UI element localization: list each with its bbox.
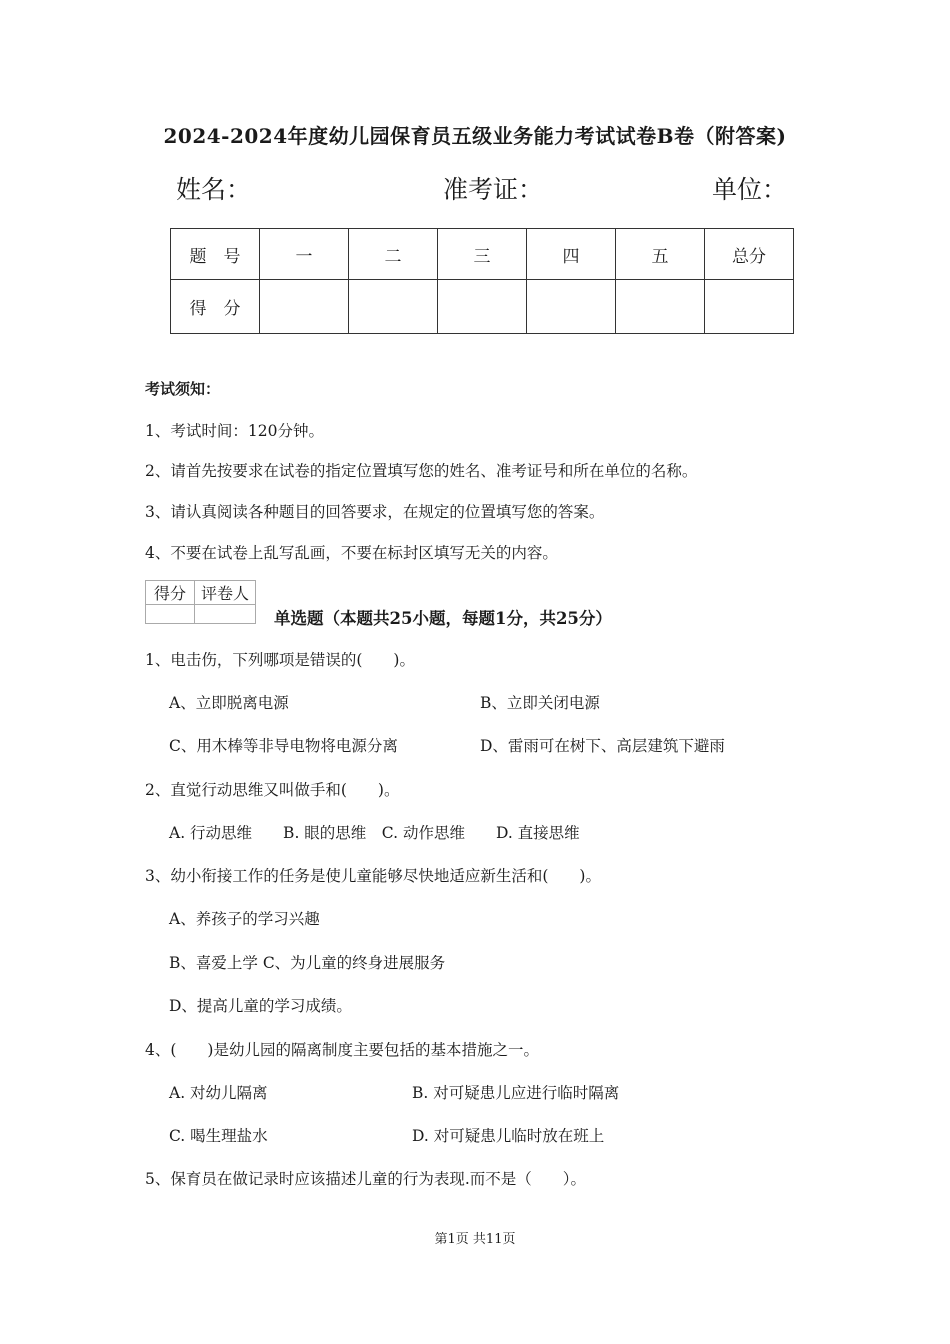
grader-reviewer-label: 评卷人 — [195, 581, 256, 605]
score-table-header-cell: 五 — [616, 229, 705, 280]
question-option: D、雷雨可在树下、高层建筑下避雨 — [480, 737, 725, 755]
score-cell[interactable] — [260, 280, 349, 334]
score-table-score-row — [171, 280, 794, 334]
question-options: A. 行动思维 B. 眼的思维 C. 动作思维 D. 直接思维 — [169, 824, 580, 842]
score-table-header-cell: 总分 — [705, 229, 794, 280]
score-cell[interactable] — [438, 280, 527, 334]
section-title: 单选题（本题共25小题，每题1分，共25分） — [274, 609, 612, 628]
question-option: A. 对幼儿隔离 — [169, 1084, 268, 1102]
question-stem: 2、直觉行动思维又叫做手和( )。 — [145, 781, 400, 799]
score-row-label: 得 分 — [171, 280, 260, 334]
exam-id-field-label: 准考证： — [443, 175, 544, 204]
score-cell[interactable] — [527, 280, 616, 334]
name-field-label: 姓名： — [176, 175, 252, 204]
notice-item: 3、请认真阅读各种题目的回答要求，在规定的位置填写您的答案。 — [145, 503, 605, 521]
question-option: D. 对可疑患儿临时放在班上 — [412, 1127, 605, 1145]
notice-heading: 考试须知： — [145, 380, 221, 398]
score-table-header-cell: 题 号 — [171, 229, 260, 280]
exam-title: 2024-2024年度幼儿园保育员五级业务能力考试试卷B卷（附答案) — [163, 124, 787, 148]
question-option: B、喜爱上学 C、为儿童的终身进展服务 — [169, 954, 446, 972]
grader-reviewer-cell[interactable] — [195, 605, 256, 624]
question-option: B、立即关闭电源 — [480, 694, 600, 712]
score-cell[interactable] — [705, 280, 794, 334]
notice-item: 1、考试时间：120分钟。 — [145, 422, 324, 440]
notice-item: 4、不要在试卷上乱写乱画，不要在标封区填写无关的内容。 — [145, 544, 558, 562]
question-option: C. 喝生理盐水 — [169, 1127, 268, 1145]
question-option: B. 对可疑患儿应进行临时隔离 — [412, 1084, 620, 1102]
score-table-header-cell: 一 — [260, 229, 349, 280]
page-footer: 第1页 共11页 — [434, 1232, 516, 1247]
question-stem: 5、保育员在做记录时应该描述儿童的行为表现.而不是（ ）。 — [145, 1170, 587, 1188]
question-stem: 4、( )是幼儿园的隔离制度主要包括的基本措施之一。 — [145, 1041, 539, 1059]
question-option: A、立即脱离电源 — [169, 694, 289, 712]
score-table-header-cell: 三 — [438, 229, 527, 280]
question-option: A、养孩子的学习兴趣 — [169, 910, 320, 928]
question-stem: 1、电击伤，下列哪项是错误的( )。 — [145, 651, 415, 669]
score-table-header-cell: 四 — [527, 229, 616, 280]
question-option: C、用木棒等非导电物将电源分离 — [169, 737, 398, 755]
unit-field-label: 单位： — [712, 175, 788, 204]
grader-box — [145, 580, 256, 624]
grader-score-label: 得分 — [146, 581, 195, 605]
grader-score-cell[interactable] — [146, 605, 195, 624]
notice-item: 2、请首先按要求在试卷的指定位置填写您的姓名、准考证号和所在单位的名称。 — [145, 462, 698, 480]
score-table-header-row — [171, 229, 794, 280]
score-table — [170, 228, 794, 334]
score-table-header-cell: 二 — [349, 229, 438, 280]
score-cell[interactable] — [349, 280, 438, 334]
question-option: D、提高儿童的学习成绩。 — [169, 997, 352, 1015]
score-cell[interactable] — [616, 280, 705, 334]
question-stem: 3、幼小衔接工作的任务是使儿童能够尽快地适应新生活和( )。 — [145, 867, 601, 885]
